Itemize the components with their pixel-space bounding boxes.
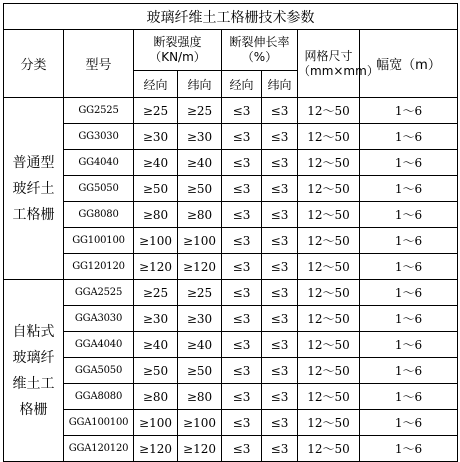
table-cell-elongation-warp: ≤3 (222, 150, 262, 176)
table-cell-width: 1～6 (360, 410, 458, 436)
table-cell-model: GG4040 (64, 150, 134, 176)
table-cell-elongation-warp: ≤3 (222, 384, 262, 410)
table-row (4, 228, 458, 254)
table-cell-width: 1～6 (360, 332, 458, 358)
table-cell-strength-warp: ≥30 (134, 124, 178, 150)
table-cell-elongation-warp: ≤3 (222, 436, 262, 462)
table-cell-elongation-weft: ≤3 (262, 124, 298, 150)
table-cell-width: 1～6 (360, 228, 458, 254)
table-cell-model: GG120120 (64, 254, 134, 280)
table-cell-width: 1～6 (360, 202, 458, 228)
table-row (4, 98, 458, 124)
header-row-1 (4, 30, 458, 71)
table-cell-model: GG5050 (64, 176, 134, 202)
header-strength-warp: 经向 (134, 71, 178, 98)
table-cell-elongation-weft: ≤3 (262, 358, 298, 384)
table-cell-elongation-weft: ≤3 (262, 384, 298, 410)
table-cell-width: 1～6 (360, 176, 458, 202)
table-cell-mesh-size: 12～50 (298, 202, 360, 228)
header-elongation-unit: （%） (241, 50, 278, 64)
table-cell-strength-weft: ≥100 (178, 410, 222, 436)
table-cell-strength-warp: ≥25 (134, 98, 178, 124)
table-cell-strength-warp: ≥80 (134, 202, 178, 228)
table-cell-elongation-weft: ≤3 (262, 254, 298, 280)
table-row (4, 306, 458, 332)
header-mesh-label: 网格尺寸 (304, 48, 353, 63)
table-cell-elongation-weft: ≤3 (262, 202, 298, 228)
header-mesh-unit: （mm×mm） (298, 63, 379, 78)
table-cell-strength-warp: ≥40 (134, 332, 178, 358)
table-cell-model: GGA4040 (64, 332, 134, 358)
header-tensile-label: 断裂强度 (153, 35, 202, 49)
table-cell-mesh-size: 12～50 (298, 358, 360, 384)
table-cell-elongation-warp: ≤3 (222, 228, 262, 254)
table-cell-elongation-weft: ≤3 (262, 228, 298, 254)
table-cell-strength-weft: ≥80 (178, 202, 222, 228)
table-cell-model: GGA2525 (64, 280, 134, 306)
table-cell-strength-warp: ≥40 (134, 150, 178, 176)
table-cell-strength-weft: ≥30 (178, 124, 222, 150)
table-cell-elongation-warp: ≤3 (222, 202, 262, 228)
table-cell-strength-warp: ≥30 (134, 306, 178, 332)
table-row (4, 124, 458, 150)
table-cell-model: GG100100 (64, 228, 134, 254)
table-cell-elongation-weft: ≤3 (262, 280, 298, 306)
table-cell-elongation-weft: ≤3 (262, 98, 298, 124)
table-cell-width: 1～6 (360, 436, 458, 462)
table-cell-strength-weft: ≥30 (178, 306, 222, 332)
table-cell-mesh-size: 12～50 (298, 332, 360, 358)
table-cell-mesh-size: 12～50 (298, 150, 360, 176)
table-cell-elongation-weft: ≤3 (262, 176, 298, 202)
title-row (4, 4, 458, 30)
table-row (4, 280, 458, 306)
table-cell-model: GGA8080 (64, 384, 134, 410)
table-cell-strength-weft: ≥80 (178, 384, 222, 410)
table-cell-strength-warp: ≥100 (134, 228, 178, 254)
table-cell-elongation-weft: ≤3 (262, 150, 298, 176)
table-cell-model: GG3030 (64, 124, 134, 150)
table-cell-elongation-warp: ≤3 (222, 332, 262, 358)
table-row (4, 436, 458, 462)
table-cell-mesh-size: 12～50 (298, 254, 360, 280)
table-row (4, 176, 458, 202)
category-cell: 自粘式玻璃纤维土工格栅 (4, 280, 64, 462)
table-row (4, 150, 458, 176)
header-elongation (222, 30, 298, 71)
table-cell-elongation-warp: ≤3 (222, 280, 262, 306)
table-cell-elongation-weft: ≤3 (262, 306, 298, 332)
table-cell-strength-warp: ≥25 (134, 280, 178, 306)
table-title: 玻璃纤维土工格栅技术参数 (4, 4, 458, 30)
header-strength-weft: 纬向 (178, 71, 222, 98)
table-cell-elongation-weft: ≤3 (262, 332, 298, 358)
table-cell-strength-weft: ≥120 (178, 436, 222, 462)
header-category: 分类 (4, 30, 64, 98)
table-row (4, 202, 458, 228)
table-cell-strength-warp: ≥100 (134, 410, 178, 436)
table-cell-model: GGA3030 (64, 306, 134, 332)
header-width: 幅宽（m） (360, 30, 458, 98)
table-cell-width: 1～6 (360, 384, 458, 410)
table-cell-model: GGA120120 (64, 436, 134, 462)
table-cell-mesh-size: 12～50 (298, 124, 360, 150)
table-cell-elongation-warp: ≤3 (222, 176, 262, 202)
header-mesh-size (298, 30, 379, 98)
table-cell-strength-warp: ≥120 (134, 254, 178, 280)
table-cell-mesh-size: 12～50 (298, 306, 360, 332)
table-row (4, 384, 458, 410)
table-cell-model: GG8080 (64, 202, 134, 228)
table-cell-mesh-size: 12～50 (298, 436, 360, 462)
table-cell-strength-warp: ≥50 (134, 358, 178, 384)
table-cell-width: 1～6 (360, 358, 458, 384)
table-cell-elongation-weft: ≤3 (262, 436, 298, 462)
table-cell-elongation-warp: ≤3 (222, 124, 262, 150)
table-cell-elongation-warp: ≤3 (222, 306, 262, 332)
table-cell-mesh-size: 12～50 (298, 410, 360, 436)
table-cell-mesh-size: 12～50 (298, 228, 360, 254)
table-cell-mesh-size: 12～50 (298, 280, 360, 306)
category-cell: 普通型玻纤土工格栅 (4, 98, 64, 280)
table-cell-width: 1～6 (360, 150, 458, 176)
table-cell-strength-warp: ≥50 (134, 176, 178, 202)
table-cell-strength-weft: ≥40 (178, 150, 222, 176)
table-cell-elongation-warp: ≤3 (222, 98, 262, 124)
table-cell-mesh-size: 12～50 (298, 384, 360, 410)
header-elongation-warp: 经向 (222, 71, 262, 98)
table-cell-elongation-warp: ≤3 (222, 358, 262, 384)
table-cell-elongation-warp: ≤3 (222, 410, 262, 436)
header-elongation-label: 断裂伸长率 (229, 35, 290, 49)
table-cell-strength-warp: ≥80 (134, 384, 178, 410)
header-model: 型号 (64, 30, 134, 98)
table-cell-model: GG2525 (64, 98, 134, 124)
table-cell-elongation-weft: ≤3 (262, 410, 298, 436)
spec-table (3, 3, 458, 462)
table-cell-mesh-size: 12～50 (298, 176, 360, 202)
table-cell-strength-weft: ≥25 (178, 280, 222, 306)
table-cell-width: 1～6 (360, 254, 458, 280)
table-cell-width: 1～6 (360, 124, 458, 150)
table-cell-strength-weft: ≥50 (178, 358, 222, 384)
table-row (4, 254, 458, 280)
table-cell-model: GGA5050 (64, 358, 134, 384)
table-cell-width: 1～6 (360, 306, 458, 332)
table-cell-strength-weft: ≥120 (178, 254, 222, 280)
table-cell-width: 1～6 (360, 280, 458, 306)
table-cell-strength-warp: ≥120 (134, 436, 178, 462)
header-elongation-weft: 纬向 (262, 71, 298, 98)
table-cell-strength-weft: ≥25 (178, 98, 222, 124)
table-body (4, 4, 458, 462)
table-cell-strength-weft: ≥40 (178, 332, 222, 358)
table-row (4, 410, 458, 436)
table-cell-strength-weft: ≥50 (178, 176, 222, 202)
header-tensile-strength (134, 30, 222, 71)
table-row (4, 332, 458, 358)
header-tensile-unit: （KN/m） (149, 50, 206, 64)
table-cell-model: GGA100100 (64, 410, 134, 436)
table-cell-mesh-size: 12～50 (298, 98, 360, 124)
table-row (4, 358, 458, 384)
table-cell-strength-weft: ≥100 (178, 228, 222, 254)
table-cell-width: 1～6 (360, 98, 458, 124)
table-cell-elongation-warp: ≤3 (222, 254, 262, 280)
